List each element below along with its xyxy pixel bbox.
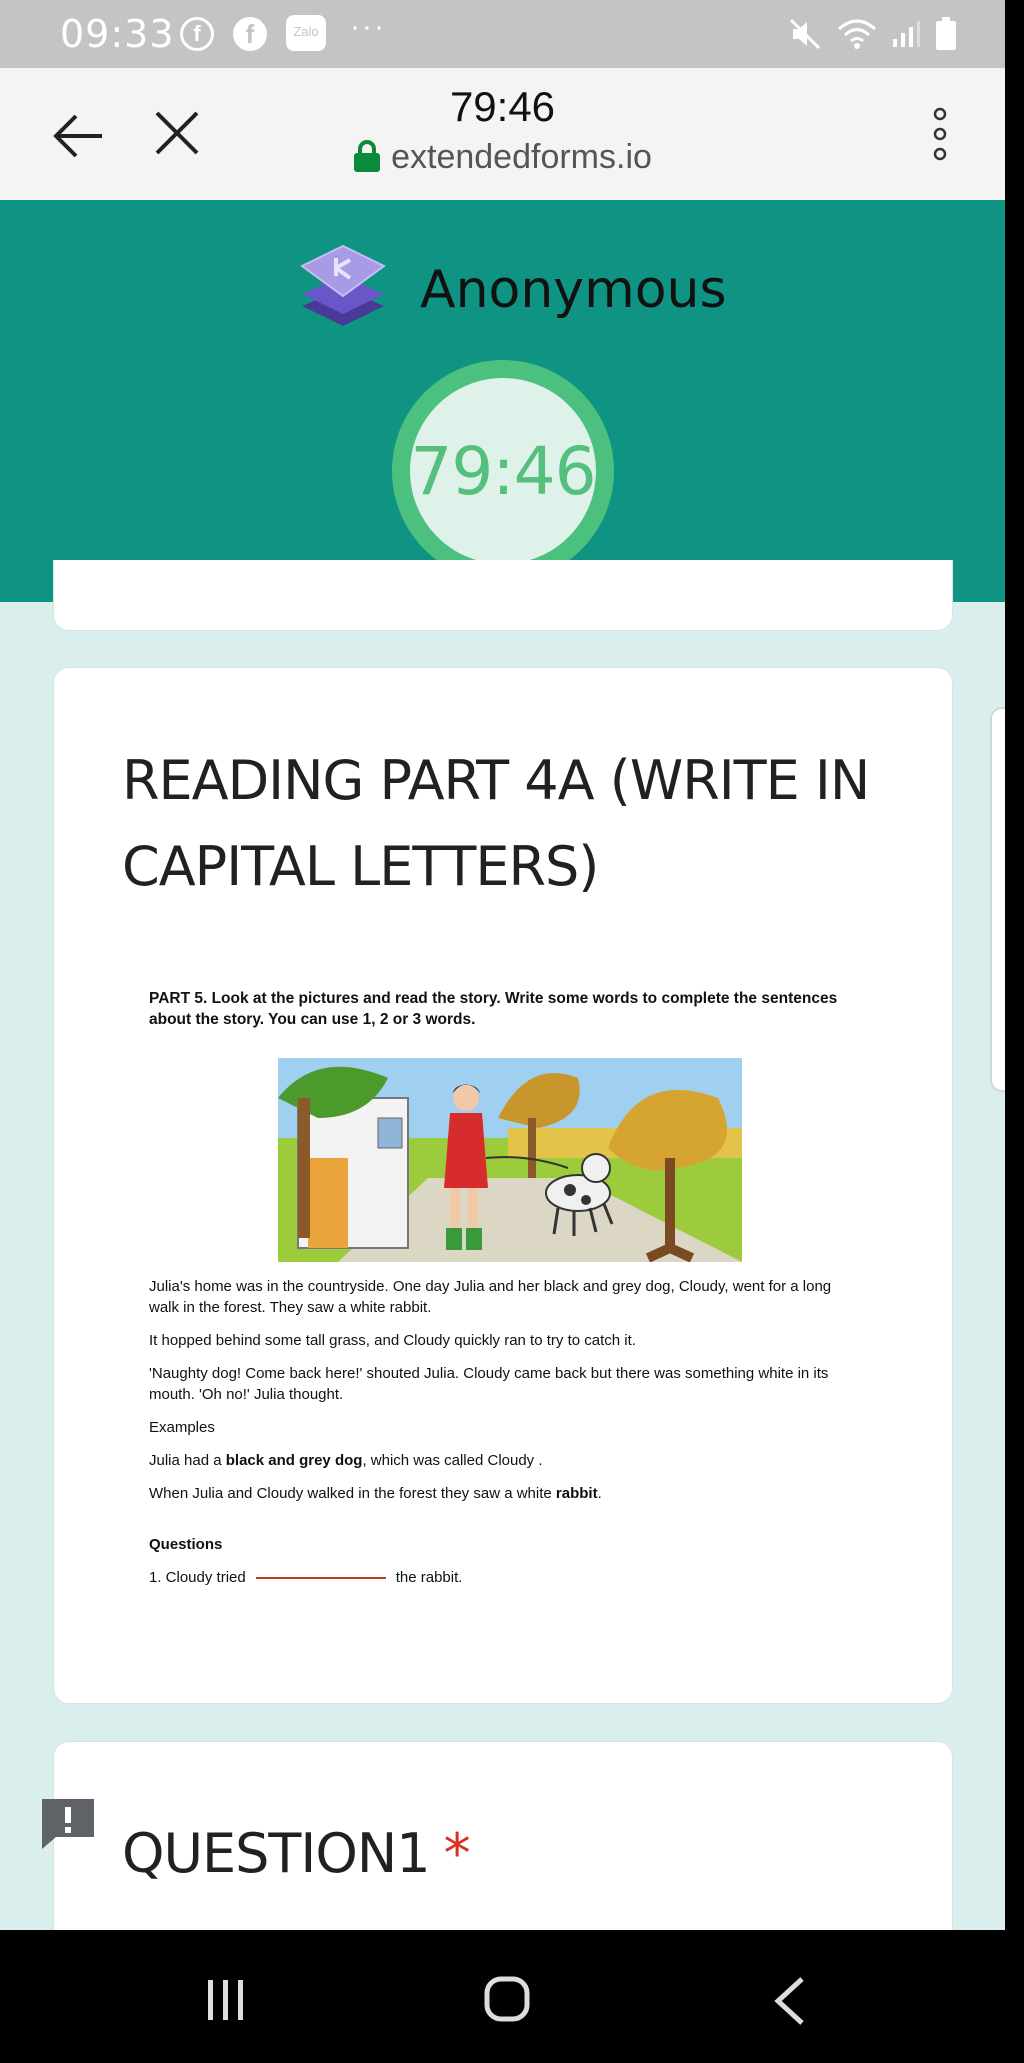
form-header [0, 200, 1005, 602]
mute-icon [787, 16, 823, 52]
reading-document [149, 988, 859, 1042]
previous-card [53, 560, 953, 631]
signal-icon [891, 19, 921, 49]
recent-apps-icon[interactable] [206, 1978, 246, 2022]
questions-label: Questions [149, 1536, 223, 1553]
instructions-text: PART 5. Look at the pictures and read the story. Write some words to complete the sentences about the story. You can use 1, 2 or 3 words. [149, 990, 838, 1028]
section-card [53, 667, 953, 1704]
story-paragraph-2: It hopped behind some tall grass, and Cloudy quickly ran to try to catch it. [149, 1332, 636, 1349]
story-illustration [278, 1058, 742, 1262]
status-time: 09:33 [60, 12, 175, 56]
facebook-outline-icon: f [180, 17, 214, 51]
navigation-bar [0, 1930, 1005, 2063]
example-1: Julia had a black and grey dog, which was called Cloudy . [149, 1452, 543, 1469]
app-logo [298, 240, 388, 334]
countdown-timer [392, 360, 614, 582]
user-name: Anonymous [420, 260, 727, 320]
story-paragraph-1: Julia's home was in the countryside. One day Julia and her black and grey dog, Cloudy, went for a long walk in the forest. They saw a white rabbit. [149, 1278, 832, 1316]
feedback-icon[interactable] [40, 1795, 96, 1851]
timer-value: 79:46 [410, 378, 596, 564]
question-1-text: 1. Cloudy tried the rabbit. [149, 1569, 463, 1586]
question-card [53, 1741, 953, 1930]
battery-icon [935, 17, 957, 51]
wifi-icon [837, 17, 877, 51]
lock-icon [353, 140, 381, 172]
facebook-icon: f [233, 17, 267, 51]
side-panel-handle[interactable] [990, 707, 1005, 1092]
examples-label: Examples [149, 1419, 215, 1436]
status-bar [0, 0, 1005, 68]
url-text: extendedforms.io [391, 138, 652, 176]
zalo-icon: Zalo [286, 15, 326, 51]
more-notifications-icon: ··· [350, 10, 386, 43]
browser-bar [0, 68, 1005, 200]
story-text [149, 1276, 859, 1600]
story-paragraph-3: 'Naughty dog! Come back here!' shouted Julia. Cloudy came back but there was something white in its mouth. 'Oh no!' Julia thought. [149, 1365, 829, 1403]
required-asterisk: * [443, 1822, 470, 1885]
section-title: READING PART 4A (WRITE IN CAPITAL LETTERS) [122, 749, 870, 898]
home-icon[interactable] [484, 1976, 530, 2022]
more-options-icon[interactable] [930, 104, 950, 164]
example-1-answer: black and grey dog [225, 1452, 363, 1469]
nav-back-icon[interactable] [772, 1975, 806, 2027]
question-title: QUESTION1 * [122, 1822, 470, 1885]
screen-edge [1005, 0, 1024, 2063]
page-tab-title: 79:46 [449, 83, 556, 130]
example-2-answer: rabbit [555, 1485, 598, 1502]
url-bar[interactable] [0, 138, 1005, 177]
example-2: When Julia and Cloudy walked in the forest they saw a white rabbit. [149, 1485, 602, 1502]
answer-blank [256, 1577, 386, 1579]
